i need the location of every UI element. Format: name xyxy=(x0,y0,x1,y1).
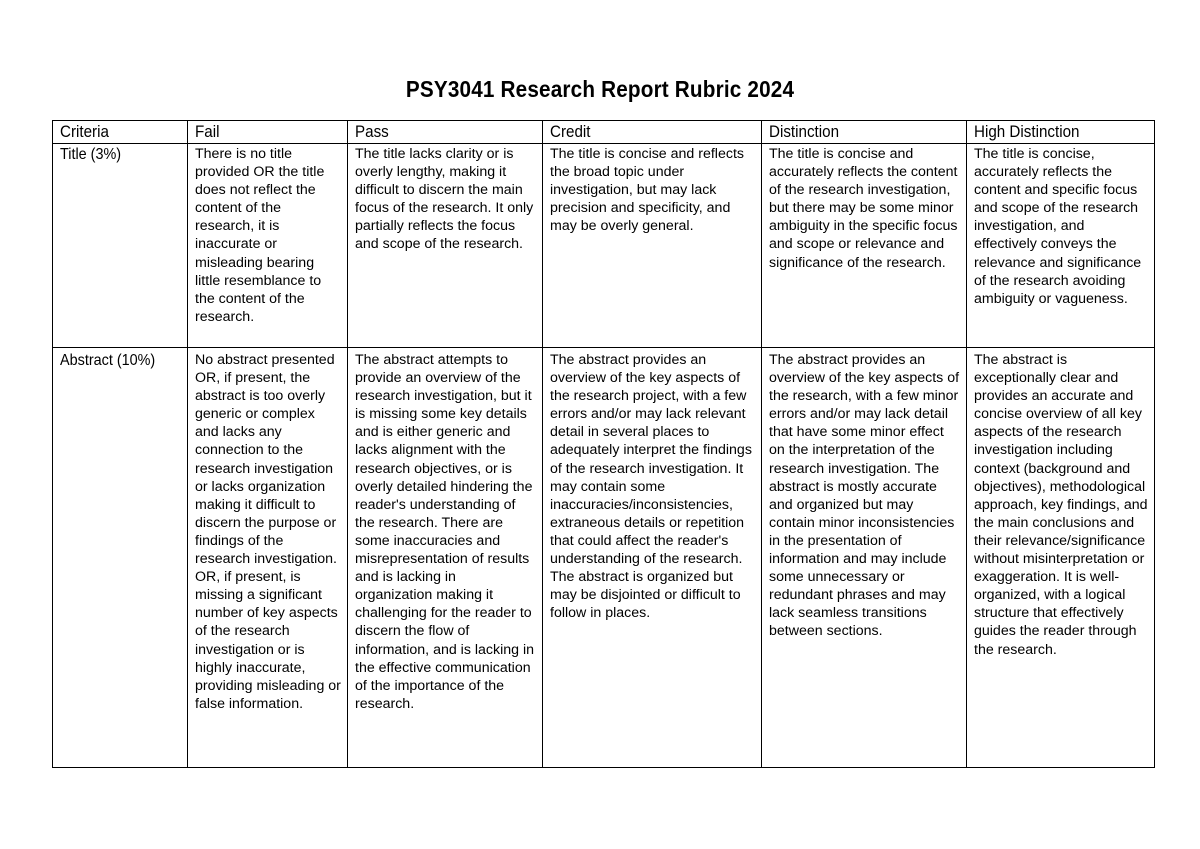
header-criteria: Criteria xyxy=(53,121,188,144)
abstract-fail-cell: No abstract presented OR, if present, the abstract is too overly generic or complex and lacks any connection to the research investigation or lacks organization making it difficult to discern the purpose or findings of the research investigation. OR, if present, is missing a significant number of key aspects of the research investigation or is highly inaccurate, providing misleading or false information. xyxy=(188,348,348,768)
title-pass-cell: The title lacks clarity or is overly lengthy, making it difficult to discern the main focus of the research. It only partially reflects the focus and scope of the research. xyxy=(348,144,543,348)
abstract-distinction-cell: The abstract provides an overview of the key aspects of the research, with a few minor errors and/or may lack detail that have some minor effect on the interpretation of the research investigation. The abstract is mostly accurate and organized but may contain minor inconsistencies in the presentation of information and may include some unnecessary or redundant phrases and may lack seamless transitions between sections. xyxy=(762,348,967,768)
title-fail-cell: There is no title provided OR the title does not reflect the content of the research, it is inaccurate or misleading bearing little resemblance to the content of the research. xyxy=(188,144,348,348)
criterion-title: Title (3%) xyxy=(53,144,188,348)
abstract-pass-cell: The abstract attempts to provide an overview of the research investigation, but it is missing some key details and is either generic and lacks alignment with the research objectives, or is overly detailed hindering the reader's understanding of the research. There are some inaccuracies and misrepresentation of results and is lacking in organization making it challenging for the reader to discern the flow of information, and is lacking in the effective communication of the importance of the research. xyxy=(348,348,543,768)
abstract-credit-cell: The abstract provides an overview of the key aspects of the research project, with a few errors and/or may lack relevant detail in several places to adequately interpret the findings of the research investigation. It may contain some inaccuracies/inconsistencies, extraneous details or repetition that could affect the reader's understanding of the research. The abstract is organized but may be disjointed or difficult to follow in places. xyxy=(543,348,762,768)
title-credit-cell: The title is concise and reflects the broad topic under investigation, but may lack precision and specificity, and may be overly general. xyxy=(543,144,762,348)
header-high-distinction: High Distinction xyxy=(967,121,1155,144)
header-credit: Credit xyxy=(543,121,762,144)
title-distinction-cell: The title is concise and accurately reflects the content of the research investigation, but there may be some minor ambiguity in the specific focus and scope or relevance and significance of the research. xyxy=(762,144,967,348)
title-high-distinction-cell: The title is concise, accurately reflects the content and specific focus and scope of the research investigation, and effectively conveys the relevance and significance of the research avoiding ambiguity or vagueness. xyxy=(967,144,1155,348)
header-row xyxy=(53,121,1155,144)
header-distinction: Distinction xyxy=(762,121,967,144)
header-pass: Pass xyxy=(348,121,543,144)
abstract-high-distinction-cell: The abstract is exceptionally clear and provides an accurate and concise overview of all key aspects of the research investigation including context (background and objectives), methodological approach, key findings, and the main conclusions and their relevance/significance without misinterpretation or exaggeration. It is well-organized, with a logical structure that effectively guides the reader through the research. xyxy=(967,348,1155,768)
table-row-title xyxy=(53,144,1155,348)
rubric-table xyxy=(52,120,1155,768)
criterion-abstract: Abstract (10%) xyxy=(53,348,188,768)
header-fail: Fail xyxy=(188,121,348,144)
page-title: PSY3041 Research Report Rubric 2024 xyxy=(405,76,795,102)
table-row-abstract xyxy=(53,348,1155,768)
